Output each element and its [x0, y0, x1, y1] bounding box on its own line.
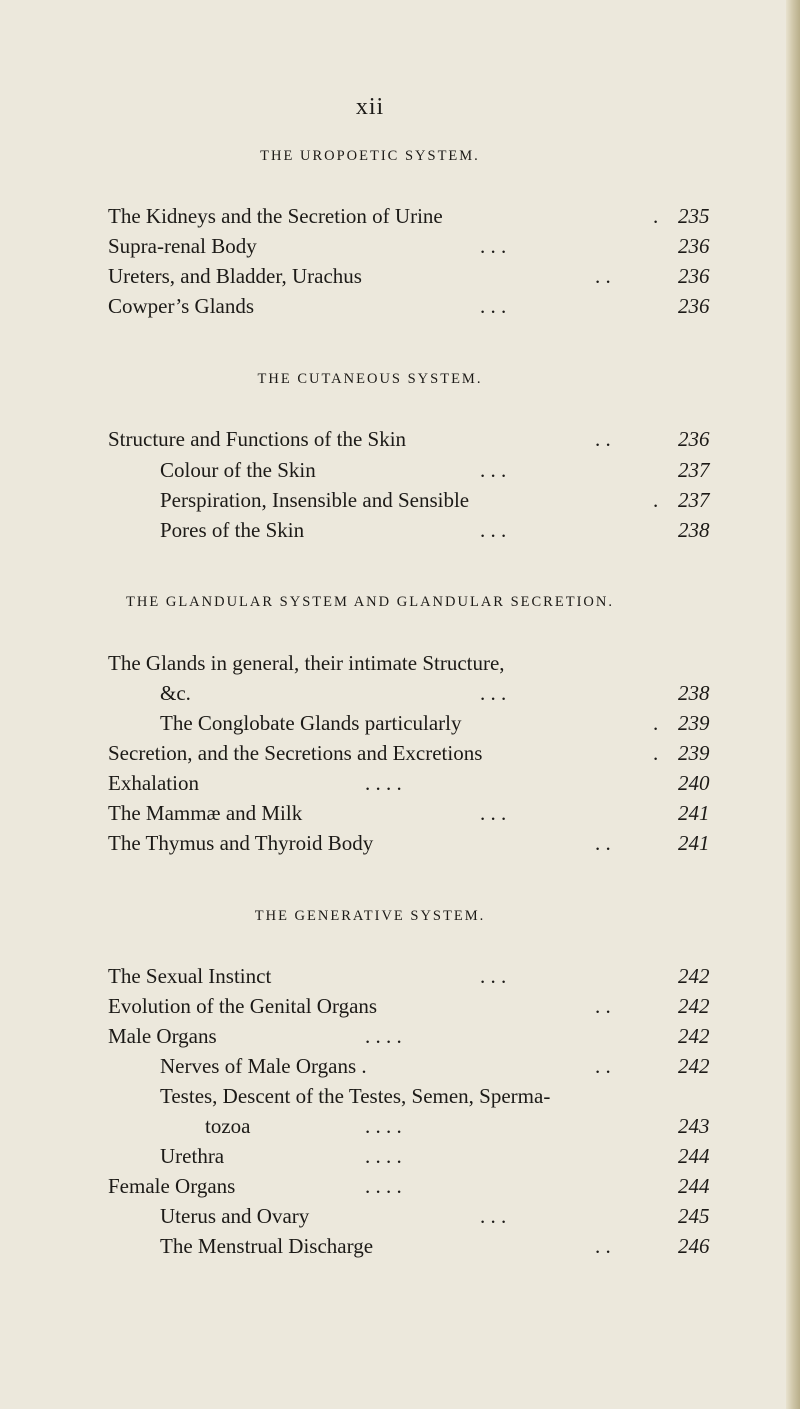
entry-label: Evolution of the Genital Organs — [108, 994, 378, 1018]
entry-label: Cowper’s Glands — [108, 294, 255, 318]
toc-entry — [0, 708, 800, 738]
entry-label: Pores of the Skin — [160, 518, 305, 542]
leader-dots: . . . — [480, 964, 507, 988]
toc-entry — [0, 1081, 800, 1111]
entry-page: 236 — [678, 294, 710, 318]
entry-label: The Conglobate Glands particularly — [160, 711, 462, 735]
leader-dots: . — [653, 711, 659, 735]
entry-label: The Glands in general, their intimate Structure, — [108, 651, 505, 675]
section-heading-uropoetic: THE UROPOETIC SYSTEM. — [260, 148, 480, 164]
entry-page: 246 — [678, 1234, 710, 1258]
toc-entry — [0, 648, 800, 678]
toc-entry — [0, 738, 800, 768]
entry-page: 244 — [678, 1144, 710, 1168]
leader-dots: . . . — [480, 1204, 507, 1228]
page-number: xii — [355, 94, 385, 120]
toc-entry — [0, 261, 800, 291]
leader-dots: . . . . — [365, 1024, 402, 1048]
leader-dots: . — [653, 741, 659, 765]
entry-label: Structure and Functions of the Skin — [108, 427, 407, 451]
leader-dots: . — [653, 488, 659, 512]
entry-page: 236 — [678, 234, 710, 258]
entry-page: 238 — [678, 518, 710, 542]
toc-entry — [0, 1051, 800, 1081]
toc-entry — [0, 515, 800, 545]
entry-page: 242 — [678, 964, 710, 988]
leader-dots: . . . — [480, 234, 507, 258]
entry-label: Testes, Descent of the Testes, Semen, Sperma- — [160, 1084, 551, 1108]
toc-entry — [0, 455, 800, 485]
toc-entry — [0, 961, 800, 991]
entry-page: 239 — [678, 711, 710, 735]
entry-label: The Mammæ and Milk — [108, 801, 303, 825]
toc-entry — [0, 291, 800, 321]
leader-dots: . . . . — [365, 1114, 402, 1138]
entry-page: 238 — [678, 681, 710, 705]
leader-dots: . . . — [480, 294, 507, 318]
toc-entry — [0, 231, 800, 261]
entry-label: Ureters, and Bladder, Urachus — [108, 264, 362, 288]
entry-label: Female Organs — [108, 1174, 236, 1198]
toc-entry — [0, 1111, 800, 1141]
entry-label: The Kidneys and the Secretion of Urine — [108, 204, 443, 228]
toc-entry — [0, 768, 800, 798]
leader-dots: . . . — [480, 518, 507, 542]
section-heading-glandular: THE GLANDULAR SYSTEM AND GLANDULAR SECRETION. — [126, 594, 614, 610]
entry-page: 237 — [678, 458, 710, 482]
entry-page: 236 — [678, 427, 710, 451]
entry-label: Uterus and Ovary — [160, 1204, 310, 1228]
toc-entry — [0, 1231, 800, 1261]
toc-entry — [0, 485, 800, 515]
leader-dots: . — [653, 204, 659, 228]
entry-label: Supra-renal Body — [108, 234, 257, 258]
entry-page: 242 — [678, 994, 710, 1018]
toc-entry — [0, 991, 800, 1021]
entry-label: The Menstrual Discharge — [160, 1234, 374, 1258]
entry-page: 245 — [678, 1204, 710, 1228]
leader-dots: . . . . — [365, 771, 402, 795]
entry-label: &c. — [160, 681, 191, 705]
entry-label: Exhalation — [108, 771, 199, 795]
leader-dots: . . — [595, 1234, 611, 1258]
entry-label: Secretion, and the Secretions and Excretions — [108, 741, 483, 765]
leader-dots: . . . . — [365, 1174, 402, 1198]
entry-page: 241 — [678, 831, 710, 855]
entry-page: 244 — [678, 1174, 710, 1198]
entry-label: Perspiration, Insensible and Sensible — [160, 488, 470, 512]
toc-entry — [0, 201, 800, 231]
entry-page: 242 — [678, 1024, 710, 1048]
toc-entry — [0, 1201, 800, 1231]
entry-label: Male Organs — [108, 1024, 217, 1048]
toc-entry — [0, 1171, 800, 1201]
toc-entry — [0, 798, 800, 828]
leader-dots: . . — [595, 1054, 611, 1078]
entry-page: 243 — [678, 1114, 710, 1138]
toc-entry — [0, 1021, 800, 1051]
entry-label: Urethra — [160, 1144, 225, 1168]
leader-dots: . . — [595, 264, 611, 288]
toc-entry — [0, 678, 800, 708]
section-heading-cutaneous: THE CUTANEOUS SYSTEM. — [257, 371, 483, 387]
entry-label: Colour of the Skin — [160, 458, 316, 482]
leader-dots: . . . . — [365, 1144, 402, 1168]
leader-dots: . . . — [480, 801, 507, 825]
leader-dots: . . . — [480, 681, 507, 705]
entry-label: tozoa — [205, 1114, 251, 1138]
entry-page: 240 — [678, 771, 710, 795]
entry-page: 242 — [678, 1054, 710, 1078]
entry-page: 239 — [678, 741, 710, 765]
entry-label: The Sexual Instinct — [108, 964, 272, 988]
toc-entry — [0, 828, 800, 858]
leader-dots: . . — [595, 831, 611, 855]
entry-page: 235 — [678, 204, 710, 228]
toc-entry — [0, 1141, 800, 1171]
leader-dots: . . — [595, 427, 611, 451]
entry-page: 237 — [678, 488, 710, 512]
entry-page: 236 — [678, 264, 710, 288]
section-heading-generative: THE GENERATIVE SYSTEM. — [254, 908, 486, 924]
toc-entry — [0, 424, 800, 454]
entry-label: The Thymus and Thyroid Body — [108, 831, 374, 855]
leader-dots: . . — [595, 994, 611, 1018]
entry-page: 241 — [678, 801, 710, 825]
entry-label: Nerves of Male Organs . — [160, 1054, 367, 1078]
leader-dots: . . . — [480, 458, 507, 482]
